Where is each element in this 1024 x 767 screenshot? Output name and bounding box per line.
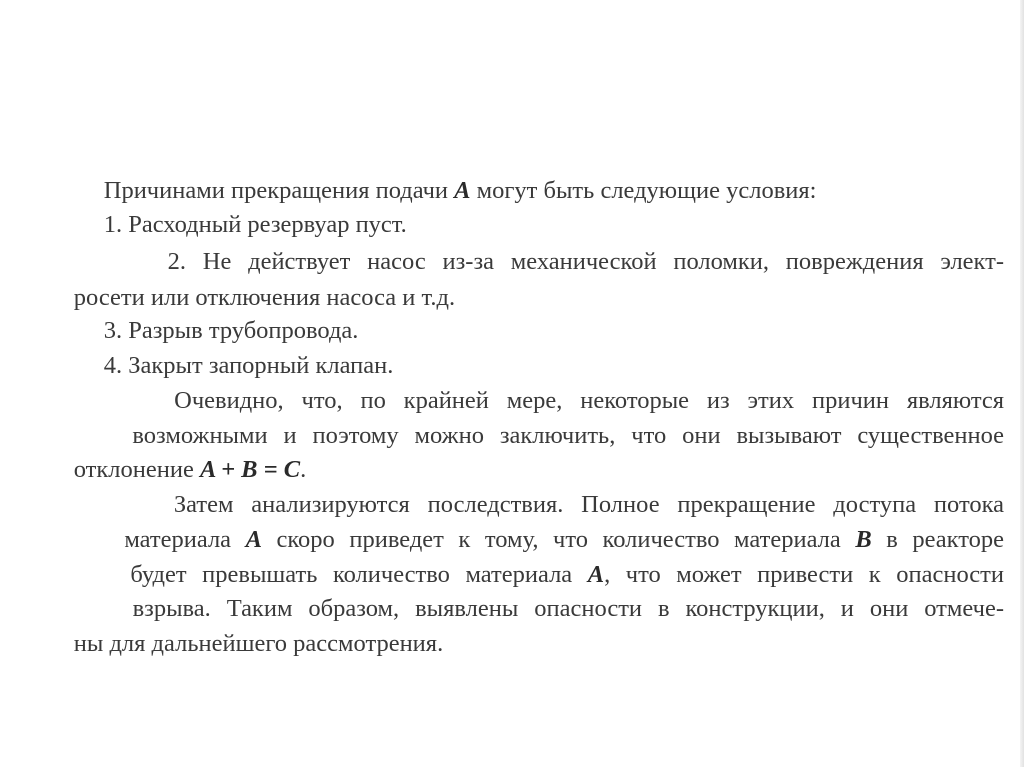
paragraph-line: взрыва. Таким образом, выявлены опасности в конструкции, и они отмече-: [132, 595, 1005, 622]
text-line: Причинами прекращения подачи A могут быть следующие условия:: [103, 177, 817, 204]
list-item: 4. Закрыт запорный клапан.: [103, 352, 394, 379]
paragraph-line: материала A скоро приведет к тому, что количество материала B в реакторе: [124, 526, 1004, 553]
paragraph-line: отклонение A + B = C.: [73, 456, 307, 483]
variable-a: A: [245, 526, 262, 553]
variable-a: A: [587, 561, 605, 588]
slide-edge: [1020, 0, 1024, 767]
paragraph-line: Затем анализируются последствия. Полное прекращение доступа потока: [173, 491, 1005, 518]
paragraph-line: Очевидно, что, по крайней мере, некоторые из этих причин являются: [174, 387, 1004, 414]
paragraph-line: будет превышать количество материала A, что может привести к опасности: [130, 561, 1004, 588]
equation: A + B = C: [199, 456, 301, 483]
list-item: 3. Разрыв трубопровода.: [103, 317, 359, 344]
list-item: 1. Расходный резервуар пуст.: [103, 211, 407, 238]
list-item-continuation: росети или отключения насоса и т.д.: [73, 284, 456, 311]
variable-b: B: [855, 526, 872, 553]
paragraph-line: возможными и поэтому можно заключить, что они вызывают существенное: [132, 422, 1005, 449]
variable-a: A: [454, 177, 471, 204]
list-item: 2. Не действует насос из-за механической поломки, повреждения элект-: [167, 248, 1004, 275]
paragraph-line: ны для дальнейшего рассмотрения.: [73, 630, 444, 657]
